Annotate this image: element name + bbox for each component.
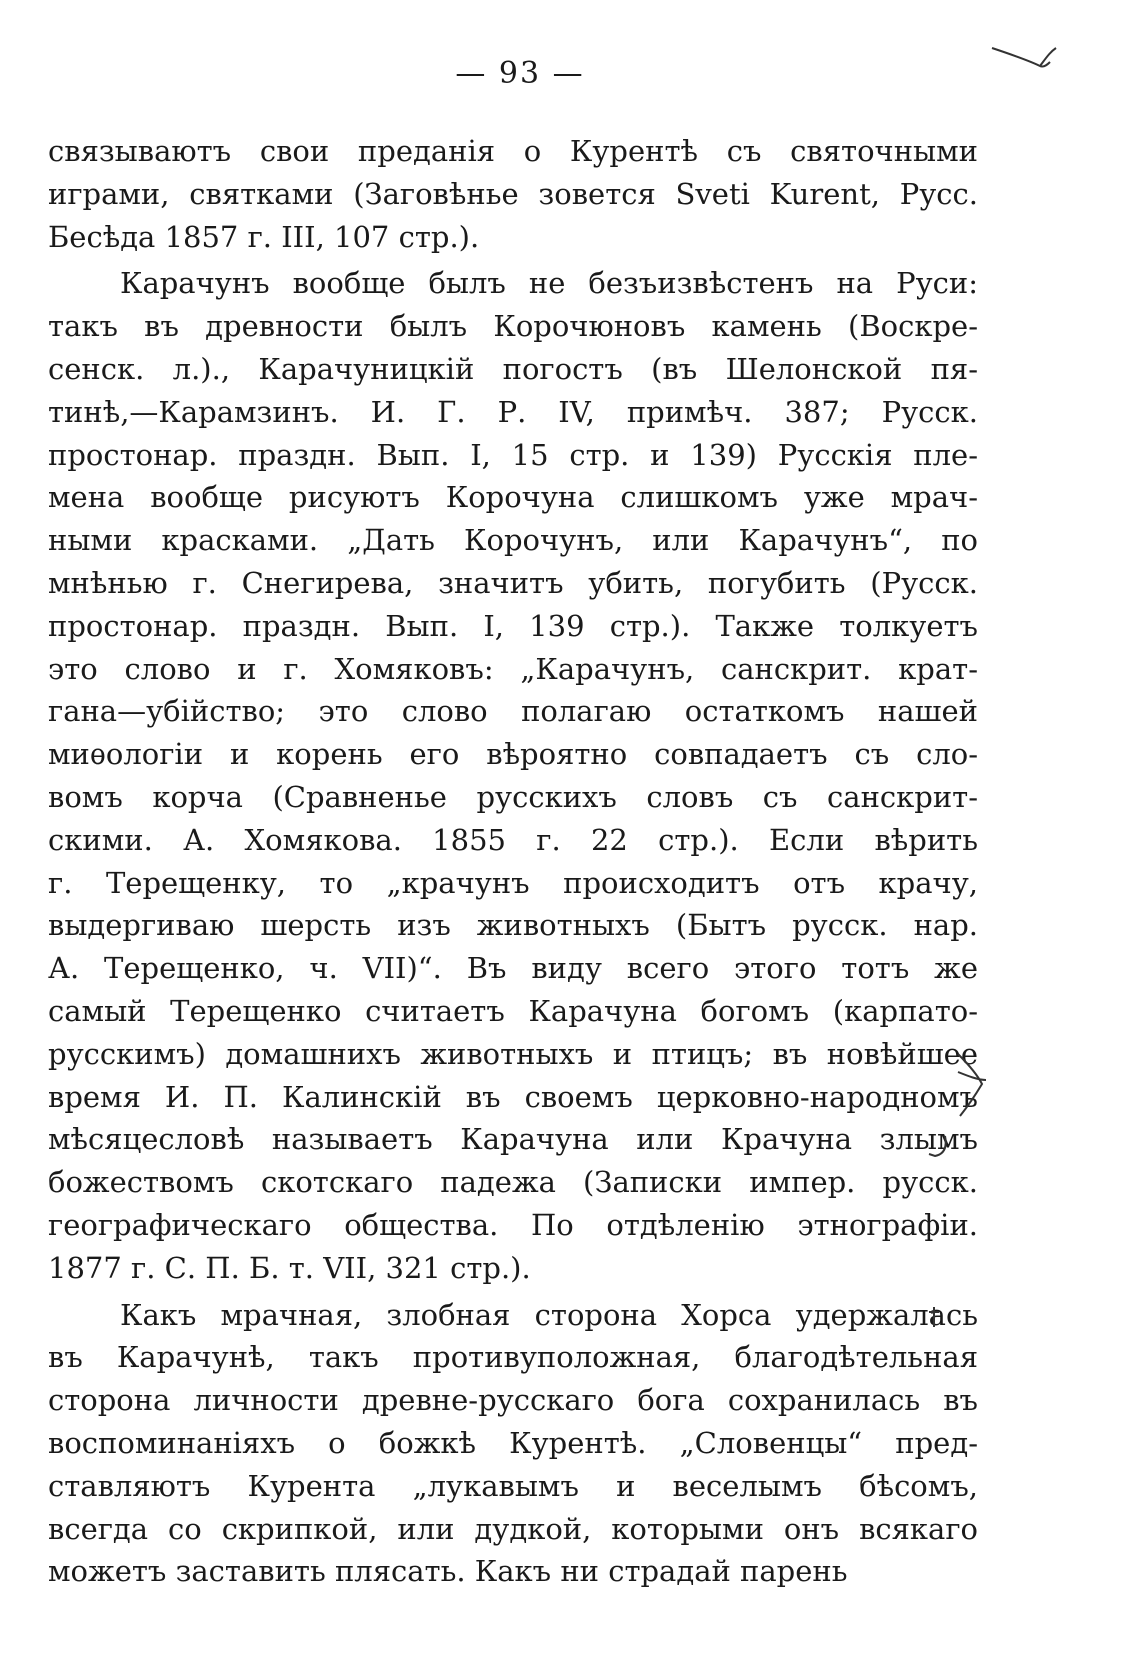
- text-line: ставляютъ Курента „лукавымъ и веселымъ бѣсомъ,: [48, 1468, 978, 1503]
- text-line: Какъ мрачная, злобная сторона Хорса удержалась: [120, 1297, 978, 1332]
- text-line: такъ въ древности былъ Корочюновъ камень (Воскре-: [48, 309, 978, 344]
- text-line: въ Карачунѣ, такъ противуположная, благодѣтельная: [48, 1340, 978, 1375]
- text-line: скими. А. Хомякова. 1855 г. 22 стр.). Если вѣрить: [48, 822, 978, 857]
- text-line: можетъ заставить плясать. Какъ ни страдай парень: [48, 1554, 848, 1589]
- text-line: Бесѣда 1857 г. III, 107 стр.).: [48, 219, 480, 254]
- text-line: 1877 г. С. П. Б. т. VII, 321 стр.).: [48, 1250, 531, 1285]
- text-line: гана—убійство; это слово полагаю остаткомъ нашей: [48, 694, 978, 729]
- text-line: географическаго общества. По отдѣленію этнографіи.: [48, 1207, 978, 1242]
- text-line: простонар. праздн. Вып. I, 139 стр.). Также толкуетъ: [48, 608, 978, 643]
- text-line: Карачунъ вообще былъ не безъизвѣстенъ на Руси:: [120, 266, 978, 301]
- page-number: — 93 —: [455, 56, 585, 91]
- text-line: А. Терещенко, ч. VII)“. Въ виду всего этого тотъ же: [48, 951, 978, 986]
- text-line: сторона личности древне-русскаго бога сохранилась въ: [48, 1383, 978, 1418]
- paragraph: [48, 262, 978, 1289]
- text-line: г. Терещенку, то „крачунъ происходитъ отъ крачу,: [48, 865, 978, 900]
- text-line: мена вообще рисуютъ Корочуна слишкомъ уже мрач-: [48, 480, 978, 515]
- text-line: русскимъ) домашнихъ животныхъ и птицъ; въ новѣйшее: [48, 1036, 978, 1071]
- pencil-mark-cross-icon: [926, 1305, 942, 1329]
- text-line: связываютъ свои преданія о Курентѣ съ святочными: [48, 134, 978, 168]
- text-line: вомъ корча (Сравненье русскихъ словъ съ санскрит-: [48, 779, 978, 814]
- text-line: всегда со скрипкой, или дудкой, которыми онъ всякаго: [48, 1511, 978, 1546]
- text-line: мнѣнью г. Снегирева, значитъ убить, погубить (Русск.: [48, 565, 978, 600]
- text-line: самый Терещенко считаетъ Карачуна богомъ (карпато-: [48, 993, 978, 1028]
- text-line: сенск. л.)., Карачуницкій погостъ (въ Шелонской пя-: [48, 351, 978, 386]
- text-line: это слово и г. Хомяковъ: „Карачунъ, санскрит. крат-: [48, 651, 978, 686]
- text-line: воспоминаніяхъ о божкѣ Курентѣ. „Словенцы“ пред-: [48, 1425, 978, 1460]
- text-line: простонар. праздн. Вып. I, 15 стр. и 139) Русскія пле-: [48, 437, 978, 472]
- paragraph: [48, 1294, 978, 1594]
- pencil-mark-hook-icon: [925, 1132, 955, 1162]
- text-line: выдергиваю шерсть изъ животныхъ (Бытъ русск. нар.: [48, 908, 978, 943]
- text-line: время И. П. Калинскій въ своемъ церковно-народномъ: [48, 1079, 978, 1114]
- text-line: миѳологіи и корень его вѣроятно совпадаетъ съ сло-: [48, 737, 978, 772]
- pencil-mark-top-right-icon: [990, 40, 1060, 80]
- text-line: мѣсяцесловѣ называетъ Карачуна или Крачуна злымъ: [48, 1122, 978, 1157]
- text-line: ными красками. „Дать Корочунъ, или Карачунъ“, по: [48, 523, 978, 558]
- text-line: божествомъ скотскаго падежа (Записки импер. русск.: [48, 1165, 978, 1200]
- pencil-mark-bracket-icon: [950, 1050, 1000, 1120]
- paragraph: [48, 130, 978, 258]
- text-body: [48, 130, 978, 1593]
- text-line: тинѣ,—Карамзинъ. И. Г. Р. IV, примѣч. 387; Русск.: [48, 394, 978, 429]
- text-line: играми, святками (Заговѣнье зовется Sveti Kurent, Русс.: [48, 176, 978, 211]
